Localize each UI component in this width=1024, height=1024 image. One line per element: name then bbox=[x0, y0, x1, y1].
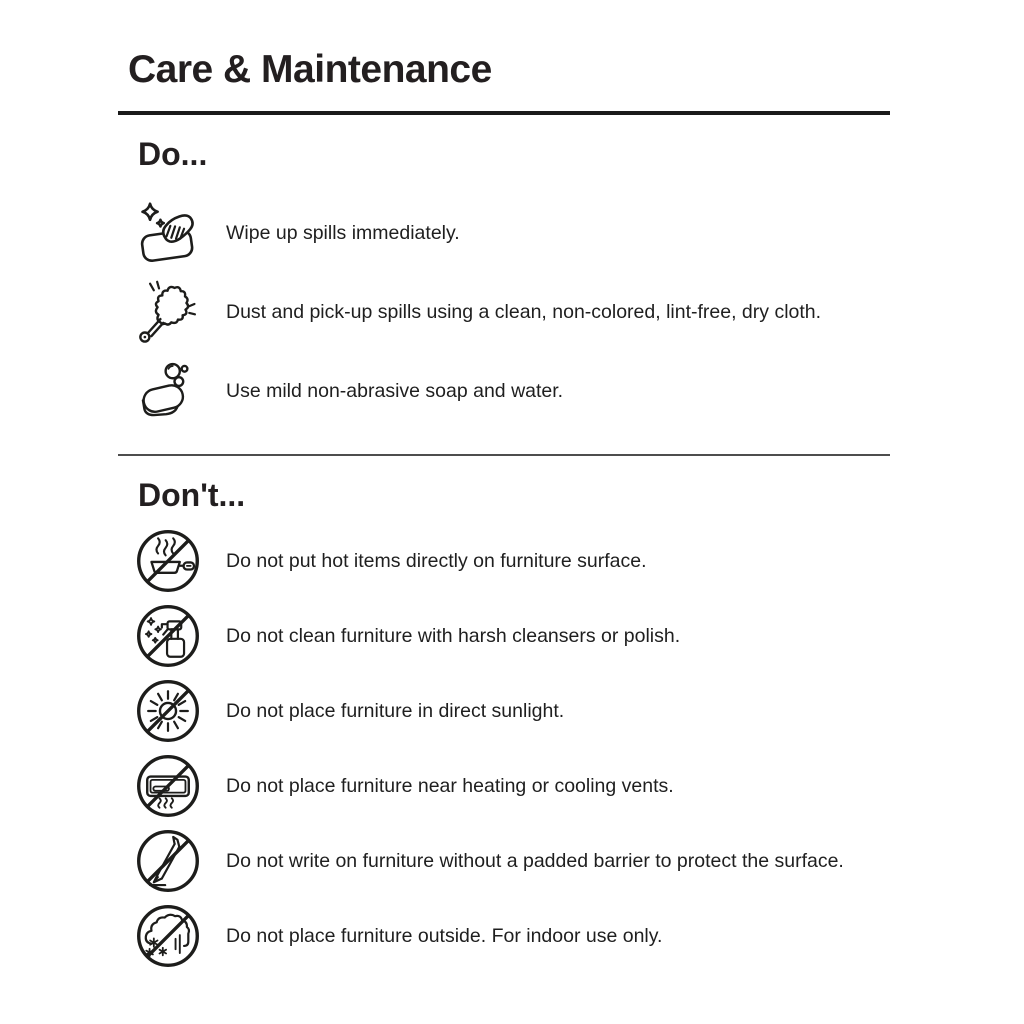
no-heating-vents-icon bbox=[134, 751, 202, 821]
care-sheet bbox=[118, 0, 890, 973]
section-heading-do: Do... bbox=[138, 136, 208, 172]
list-item bbox=[118, 748, 890, 823]
wipe-spills-icon bbox=[134, 198, 202, 268]
dont-list bbox=[118, 523, 890, 973]
no-hot-items-icon bbox=[134, 526, 202, 596]
do-list bbox=[118, 193, 890, 430]
no-direct-sunlight-icon bbox=[134, 676, 202, 746]
list-item-text: Do not place furniture near heating or cooling vents. bbox=[226, 774, 674, 797]
list-item-text: Use mild non-abrasive soap and water. bbox=[226, 379, 564, 402]
list-item bbox=[118, 351, 890, 430]
list-item-text: Do not put hot items directly on furniture surface. bbox=[226, 549, 647, 572]
list-item-text: Do not clean furniture with harsh cleansers or polish. bbox=[226, 624, 681, 647]
list-item bbox=[118, 823, 890, 898]
list-item bbox=[118, 898, 890, 973]
no-writing-icon bbox=[134, 826, 202, 896]
list-item bbox=[118, 598, 890, 673]
no-outdoor-icon bbox=[134, 901, 202, 971]
section-heading-dont: Don't... bbox=[138, 477, 246, 513]
list-item-text: Dust and pick-up spills using a clean, non-colored, lint-free, dry cloth. bbox=[226, 300, 822, 323]
list-item-text: Do not write on furniture without a padded barrier to protect the surface. bbox=[226, 849, 844, 872]
list-item-text: Do not place furniture in direct sunlight. bbox=[226, 699, 565, 722]
soap-icon bbox=[134, 356, 202, 426]
title-divider bbox=[118, 111, 890, 115]
list-item-text: Wipe up spills immediately. bbox=[226, 221, 460, 244]
duster-icon bbox=[134, 277, 202, 347]
no-harsh-cleansers-icon bbox=[134, 601, 202, 671]
list-item bbox=[118, 272, 890, 351]
list-item bbox=[118, 193, 890, 272]
list-item bbox=[118, 523, 890, 598]
list-item-text: Do not place furniture outside. For indoor use only. bbox=[226, 924, 663, 947]
section-divider bbox=[118, 454, 890, 456]
list-item bbox=[118, 673, 890, 748]
page-title: Care & Maintenance bbox=[128, 48, 492, 91]
